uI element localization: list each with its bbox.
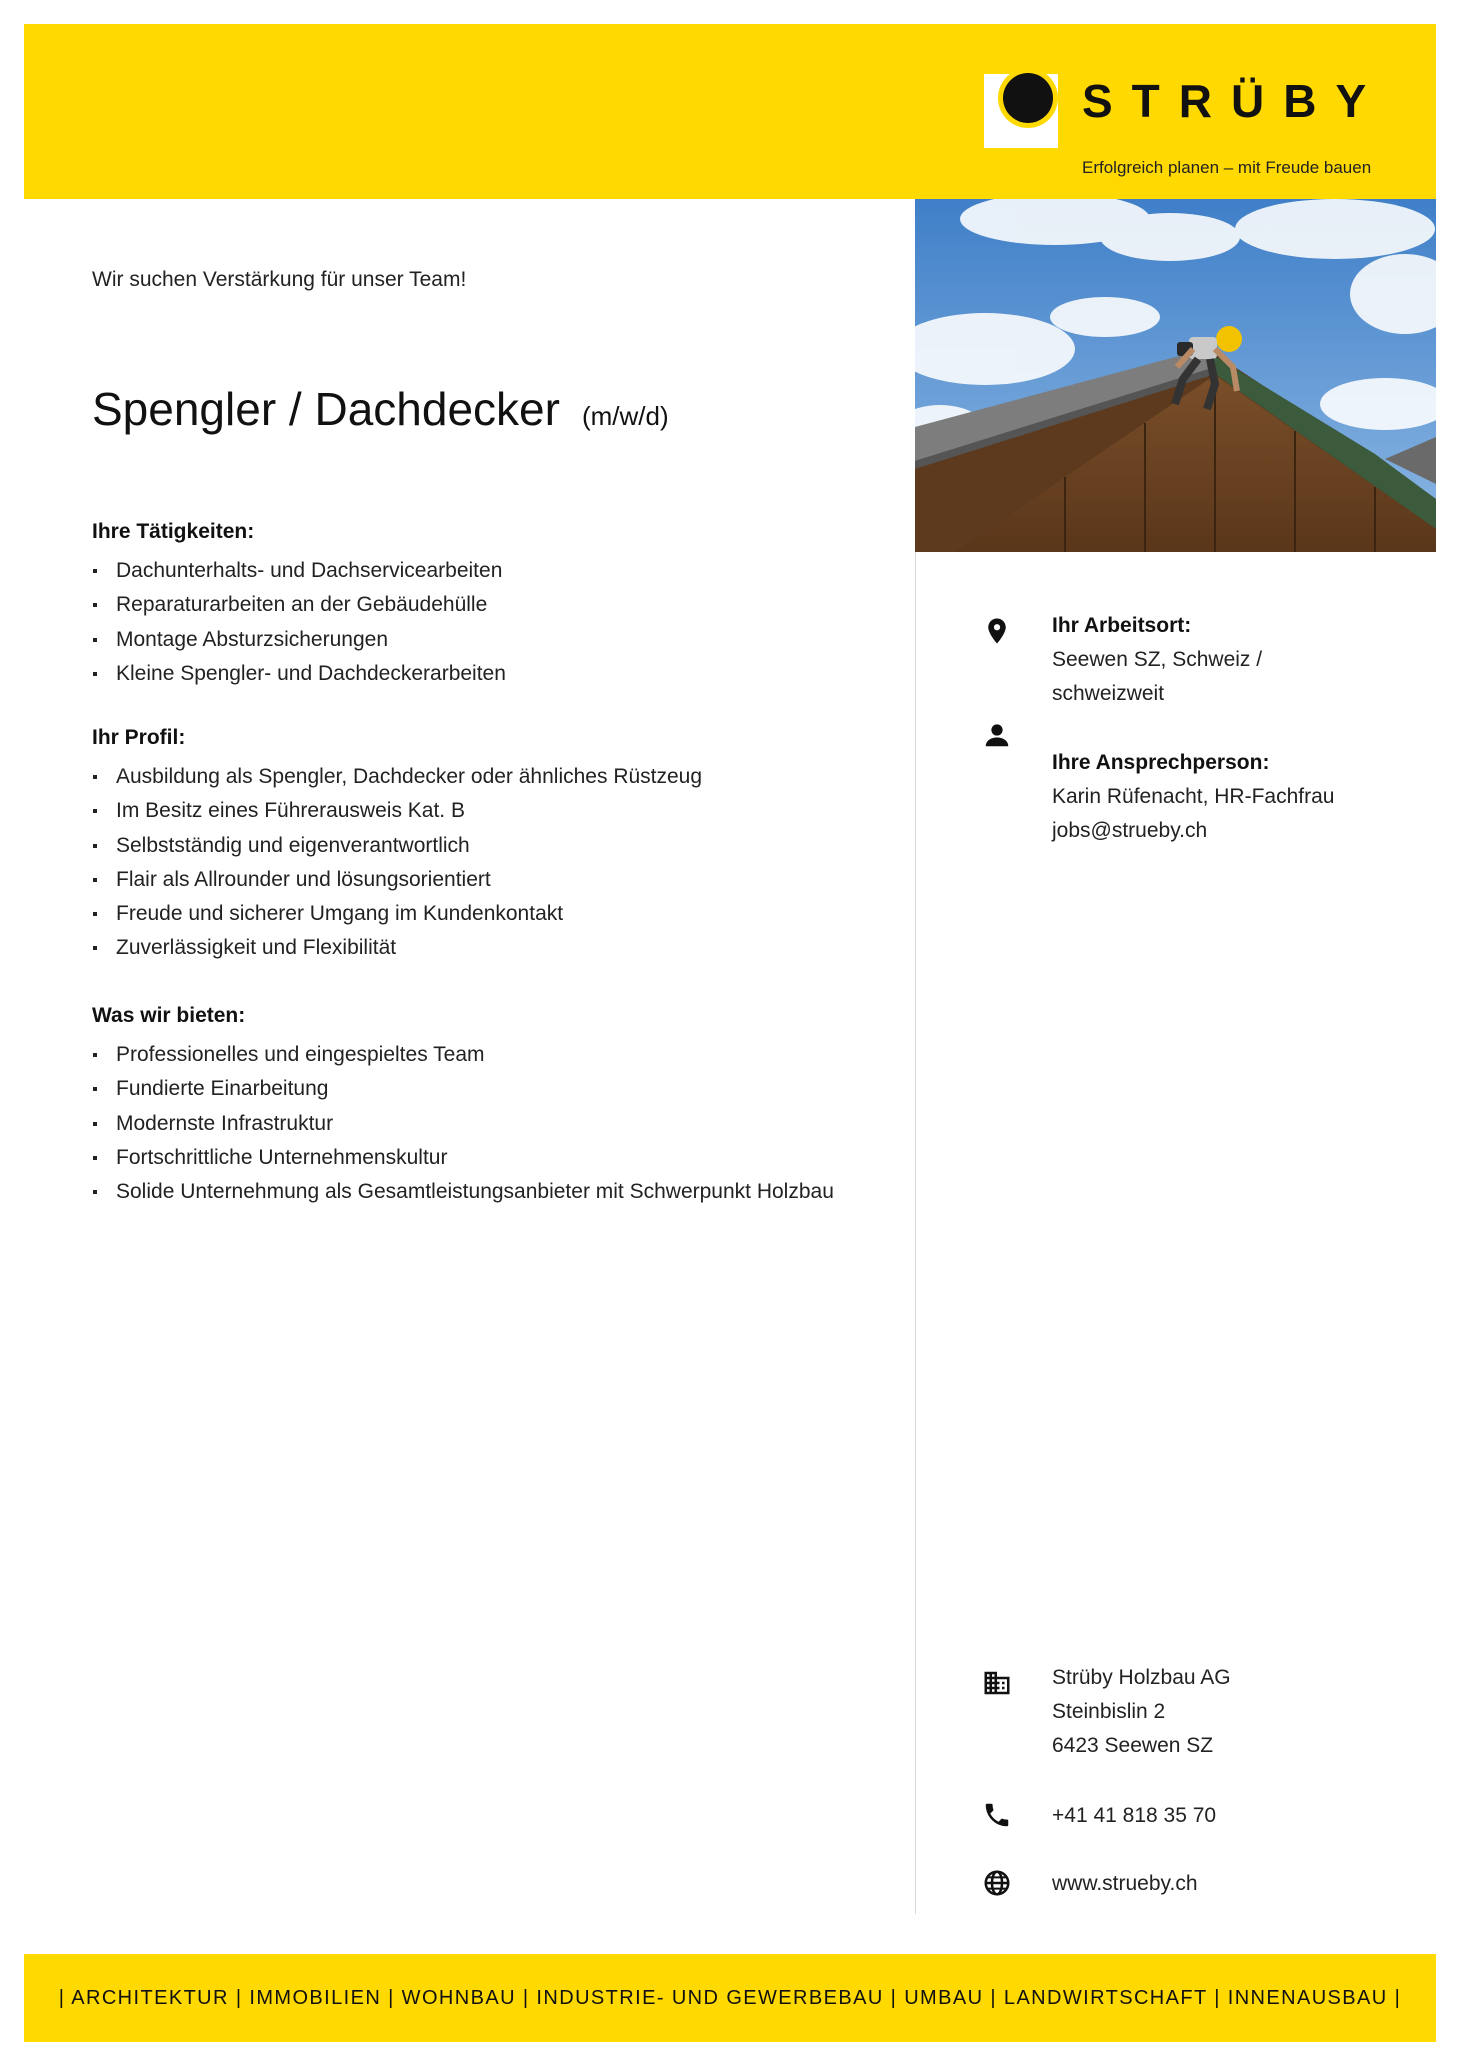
contact-label: Ihre Ansprechperson: <box>1052 751 1270 774</box>
roofer-photo <box>915 199 1436 552</box>
company-block <box>1052 1661 1231 1763</box>
website-block <box>1052 1867 1198 1901</box>
list-item: Flair als Allrounder und lösungsorientiert <box>92 863 702 897</box>
offer-list <box>92 1038 834 1209</box>
list-item: Zuverlässigkeit und Flexibilität <box>92 931 702 965</box>
section-profile <box>92 722 702 966</box>
company-logo <box>984 68 1404 178</box>
list-item: Professionelles und eingespieltes Team <box>92 1038 834 1072</box>
section-offer <box>92 1000 834 1209</box>
workplace-line2: schweizweit <box>1052 682 1165 705</box>
list-item: Ausbildung als Spengler, Dachdecker oder ähnliches Rüstzeug <box>92 760 702 794</box>
company-name: Strüby Holzbau AG <box>1052 1666 1231 1689</box>
job-title-text: Spengler / Dachdecker <box>92 383 560 435</box>
globe-icon <box>982 1868 1012 1898</box>
intro-text: Wir suchen Verstärkung für unser Team! <box>92 268 467 291</box>
brand-tagline: Erfolgreich planen – mit Freude bauen <box>1082 158 1372 177</box>
list-item: Selbstständig und eigenverantwortlich <box>92 829 702 863</box>
activities-list <box>92 554 506 691</box>
contact-name: Karin Rüfenacht, HR-Fachfrau <box>1052 785 1335 808</box>
website-link[interactable]: www.strueby.ch <box>1052 1872 1198 1895</box>
workplace-label: Ihr Arbeitsort: <box>1052 614 1192 637</box>
footer-bar <box>24 1954 1436 2042</box>
list-item: Kleine Spengler- und Dachdeckerarbeiten <box>92 657 506 691</box>
person-icon <box>982 720 1012 750</box>
contact-email[interactable]: jobs@strueby.ch <box>1052 819 1208 842</box>
list-item: Im Besitz eines Führerausweis Kat. B <box>92 794 702 828</box>
list-item: Dachunterhalts- und Dachservicearbeiten <box>92 554 506 588</box>
workplace-line1: Seewen SZ, Schweiz / <box>1052 648 1263 671</box>
footer-services: | ARCHITEKTUR | IMMOBILIEN | WOHNBAU | INDUSTRIE- UND GEWERBEBAU | UMBAU | LANDWIRTSCHAFT | INNENAUSBAU | <box>58 1987 1402 2009</box>
header-bar <box>24 24 1436 199</box>
building-icon <box>982 1668 1012 1698</box>
phone-number[interactable]: +41 41 818 35 70 <box>1052 1804 1217 1827</box>
phone-icon <box>982 1800 1012 1830</box>
brand-name: STRÜBY <box>1082 75 1386 127</box>
location-pin-icon <box>982 616 1012 646</box>
section-heading: Ihr Profil: <box>92 726 186 749</box>
workplace-block <box>1052 609 1262 711</box>
phone-block <box>1052 1799 1216 1833</box>
roofer-illustration <box>915 199 1436 552</box>
list-item: Reparaturarbeiten an der Gebäudehülle <box>92 588 506 622</box>
list-item: Solide Unternehmung als Gesamtleistungsanbieter mit Schwerpunkt Holzbau <box>92 1175 834 1209</box>
logo-mark-icon <box>984 68 1058 148</box>
column-divider <box>915 552 916 1914</box>
company-city: 6423 Seewen SZ <box>1052 1734 1214 1757</box>
section-activities <box>92 516 506 691</box>
list-item: Fortschrittliche Unternehmenskultur <box>92 1141 834 1175</box>
section-heading: Ihre Tätigkeiten: <box>92 520 255 543</box>
section-heading: Was wir bieten: <box>92 1004 246 1027</box>
job-title-suffix: (m/w/d) <box>581 401 669 431</box>
contact-block <box>1052 746 1334 848</box>
list-item: Fundierte Einarbeitung <box>92 1072 834 1106</box>
profile-list <box>92 760 702 966</box>
list-item: Modernste Infrastruktur <box>92 1107 834 1141</box>
company-street: Steinbislin 2 <box>1052 1700 1166 1723</box>
list-item: Freude und sicherer Umgang im Kundenkontakt <box>92 897 702 931</box>
list-item: Montage Absturzsicherungen <box>92 623 506 657</box>
job-title <box>92 382 669 436</box>
